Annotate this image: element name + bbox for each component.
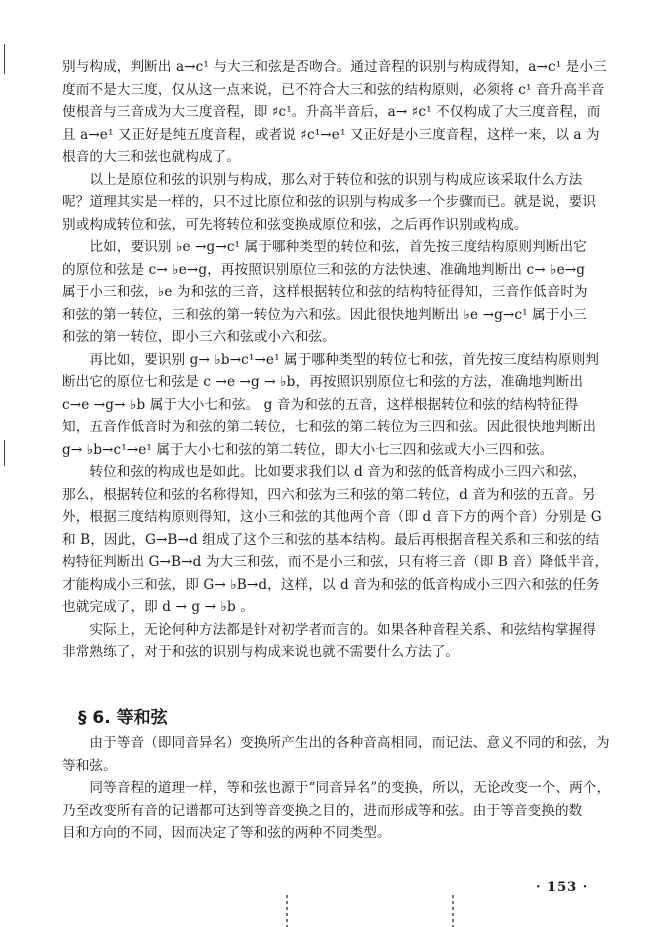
text-line: 且 a→e¹ 又正好是纯五度音程，或者说 ♯c¹→e¹ 又正好是小三度音程，这样一来，以 a 为 [62, 126, 600, 143]
text-line: 目和方向的不同，因而决定了等和弦的两种不同类型。 [62, 825, 391, 841]
text-line: 使根音与三音成为大三度音程，即 ♯c¹。升高半音后，a→ ♯c¹ 不仅构成了大三度音程，而 [62, 104, 601, 120]
text-line: 以上是原位和弦的识别与构成，那么对于转位和弦的识别与构成应该采取什么方法 [62, 171, 583, 188]
text-line: 和 B，因此，G→B→d 组成了这个三和弦的基本结构。最后再根据音程关系和三和弦的结 [62, 531, 600, 548]
section-heading: § 6. 等和弦 [78, 708, 168, 728]
text-line: 度而不是大三度，仅从这一点来说，已不符合大三和弦的结构原则，必须将 c¹ 音升高半音 [62, 81, 605, 98]
text-line: 转位和弦的构成也是如此。比如要求我们以 d 音为和弦的低音构成小三四六和弦， [62, 464, 587, 480]
text-line: 等和弦。 [62, 757, 117, 774]
text-line: 构特征判断出 G→B→d 为大三和弦，而不是小三和弦，只有将三音（即 B 音）降低半音， [62, 554, 609, 570]
text-line: g→ ♭b→c¹→e¹ 属于大小七和弦的第二转位，即大小七三四和弦或大小三四和弦。 [62, 441, 554, 458]
text-line: 根音的大三和弦也就构成了。 [62, 149, 241, 165]
left-edge-mark-middle [4, 440, 5, 466]
text-line: 断出它的原位七和弦是 c →e →g → ♭b，再按照识别原位七和弦的方法，准确地判断出 [62, 374, 584, 390]
text-line: 那么，根据转位和弦的名称得知，四六和弦为三和弦的第二转位，d 音为和弦的五音。另 [62, 486, 596, 503]
text-line: 和弦的第一转位，三和弦的第一转位为六和弦。因此很快地判断出 ♭e →g→c¹ 属于小三 [62, 306, 587, 323]
text-line: 同等音程的道理一样，等和弦也源于“同音异名”的变换，所以，无论改变一个、两个， [62, 780, 610, 796]
body-text [62, 56, 610, 664]
text-line: 和弦的第一转位，即小三六和弦或小六和弦。 [62, 329, 336, 345]
text-line: c→e →g→ ♭b 属于大小七和弦。 g 音为和弦的五音，这样根据转位和弦的结构特征得 [62, 396, 579, 413]
text-line: 外，根据三度结构原则得知，这小三和弦的其他两个音（即 d 音下方的两个音）分别是 G [62, 509, 602, 525]
left-edge-mark-top [4, 44, 5, 74]
binding-dash-left [286, 895, 288, 927]
text-line: 也就完成了，即 d → g → ♭b 。 [62, 599, 254, 615]
text-line: 才能构成小三和弦，即 G→ ♭B→d，这样，以 d 音为和弦的低音构成小三四六和弦的任务 [62, 576, 600, 593]
text-line: 乃至改变所有音的记谱都可达到等音变换之目的，进而形成等和弦。由于等音变换的数 [62, 802, 583, 819]
text-line: 的原位和弦是 c→ ♭e→g，再按照识别原位三和弦的方法快速、准确地判断出 c→ ♭e→g [62, 261, 586, 278]
text-line: 呢？道理其实是一样的，只不过比原位和弦的识别与构成多一个步骤而已。就是说，要识 [62, 194, 597, 210]
text-line: 别或构成转位和弦，可先将转位和弦变换成原位和弦，之后再作识别或构成。 [62, 216, 528, 233]
text-line: 别与构成，判断出 a→c¹ 与大三和弦是否吻合。通过音程的识别与构成得知，a→c¹ 是小三 [62, 59, 607, 75]
text-line: 实际上，无论何种方法都是针对初学者而言的。如果各种音程关系、和弦结构掌握得 [62, 621, 597, 638]
text-line: 知，五音作低音时为和弦的第二转位，七和弦的第二转位为三四和弦。因此很快地判断出 [62, 419, 597, 435]
text-line: 再比如，要识别 g→ ♭b→c¹→e¹ 属于哪种类型的转位七和弦，首先按三度结构原则判 [62, 351, 600, 368]
text-line: 比如，要识别 ♭e →g→c¹ 属于哪种类型的转位和弦，首先按三度结构原则判断出它 [62, 239, 587, 255]
text-line: 由于等音（即同音异名）变换所产生出的各种音高相同，而记法、意义不同的和弦，为 [62, 735, 610, 751]
page-number: · 153 · [536, 880, 589, 895]
text-line: 非常熟练了，对于和弦的识别与构成来说也就不需要什么方法了。 [62, 644, 460, 660]
section-body-text [62, 732, 610, 845]
text-line: 属于小三和弦，♭e 为和弦的三音，这样根据转位和弦的结构特征得知，三音作低音时为 [62, 284, 588, 300]
binding-dash-right [452, 895, 454, 927]
